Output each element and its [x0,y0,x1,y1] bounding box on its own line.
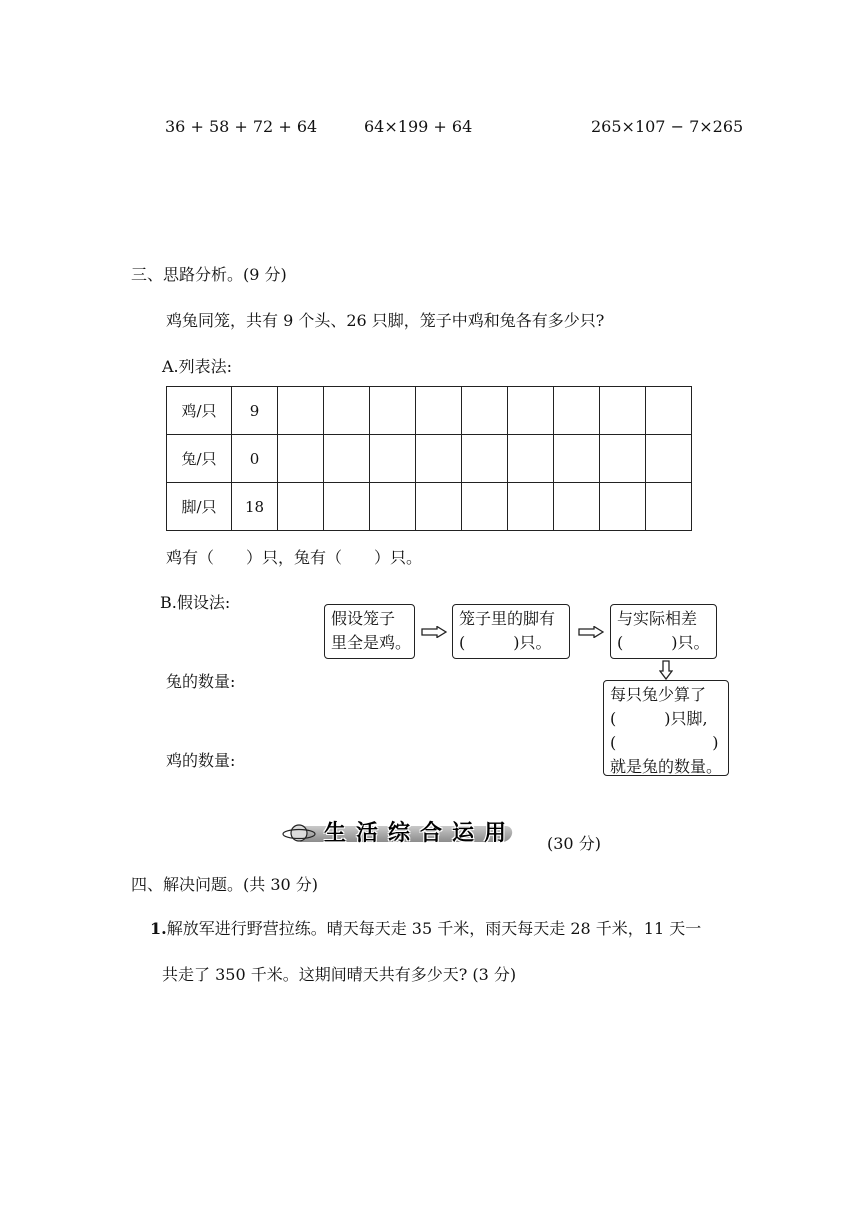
table-cell [600,483,646,531]
flow-box-rabbit-result [603,680,729,776]
table-cell [508,483,554,531]
question-1 [150,916,701,939]
flow-box-feet-count [452,604,570,659]
table-cell [600,387,646,435]
table-row [167,435,692,483]
table-cell [600,435,646,483]
planet-icon [282,822,316,844]
rabbit-count-label: 兔的数量: [166,672,236,691]
table-cell [370,483,416,531]
row-header: 鸡/只 [167,387,232,435]
table-cell [416,387,462,435]
table-row [167,387,692,435]
flow-box-assume-all-chickens [324,604,415,659]
chicken-count-label: 鸡的数量: [166,751,236,770]
answer-line: 鸡有（ ）只，兔有（ ）只。 [166,548,423,567]
table-cell [508,387,554,435]
method-a-label: A.列表法: [162,357,233,376]
table-cell [646,483,692,531]
table-cell [278,387,324,435]
flow-box-text: 假设笼子 [331,609,396,628]
table-cell [646,387,692,435]
flow-box-text: 笼子里的脚有 [459,609,556,628]
section-3-heading: 三、思路分析。(9 分) [131,265,287,284]
table-cell [278,483,324,531]
banner-title: 生活综合运用 [324,821,517,846]
table-cell [324,387,370,435]
table-cell [554,483,600,531]
table-cell [646,435,692,483]
flow-box-text: 每只兔少算了 [610,685,707,704]
expression-1: 36 + 58 + 72 + 64 [165,117,318,136]
table-cell [370,435,416,483]
table-cell [416,435,462,483]
table-row [167,483,692,531]
table-cell [462,483,508,531]
banner-points: (30 分) [547,834,601,853]
row-header: 兔/只 [167,435,232,483]
table-cell: 18 [232,483,278,531]
question-text-line-2: 共走了 350 千米。这期间晴天共有多少天? (3 分) [162,965,517,984]
table-cell [324,435,370,483]
problem-text: 鸡兔同笼，共有 9 个头、26 只脚，笼子中鸡和兔各有多少只? [166,311,605,330]
expression-2: 64×199 + 64 [364,117,473,136]
right-arrow-icon [578,626,604,638]
table-cell [462,387,508,435]
table-cell [416,483,462,531]
table-cell [278,435,324,483]
question-text-line-1: 解放军进行野营拉练。晴天每天走 35 千米，雨天每天走 28 千米，11 天一 [166,919,702,938]
table-cell [462,435,508,483]
flow-box-text: ( )只。 [459,633,552,652]
flow-box-text: 与实际相差 [617,609,698,628]
flow-box-text: ( )只脚, [610,709,708,728]
table-cell [324,483,370,531]
flow-box-text: 里全是鸡。 [331,633,412,652]
flow-box-text: 就是兔的数量。 [610,757,723,776]
right-arrow-icon [421,626,447,638]
table-cell: 0 [232,435,278,483]
method-b-label: B.假设法: [160,593,231,612]
flow-box-text: ( )只。 [617,633,710,652]
enumeration-table [166,386,692,531]
table-cell [554,435,600,483]
section-banner [282,816,532,848]
row-header: 脚/只 [167,483,232,531]
question-number: 1. [150,919,167,938]
section-4-heading: 四、解决问题。(共 30 分) [131,875,319,894]
flow-box-difference [610,604,717,659]
table-cell [508,435,554,483]
expression-3: 265×107 − 7×265 [591,117,744,136]
table-cell: 9 [232,387,278,435]
down-arrow-icon [659,660,673,680]
table-cell [554,387,600,435]
flow-box-text: ( ) [610,733,719,752]
table-cell [370,387,416,435]
